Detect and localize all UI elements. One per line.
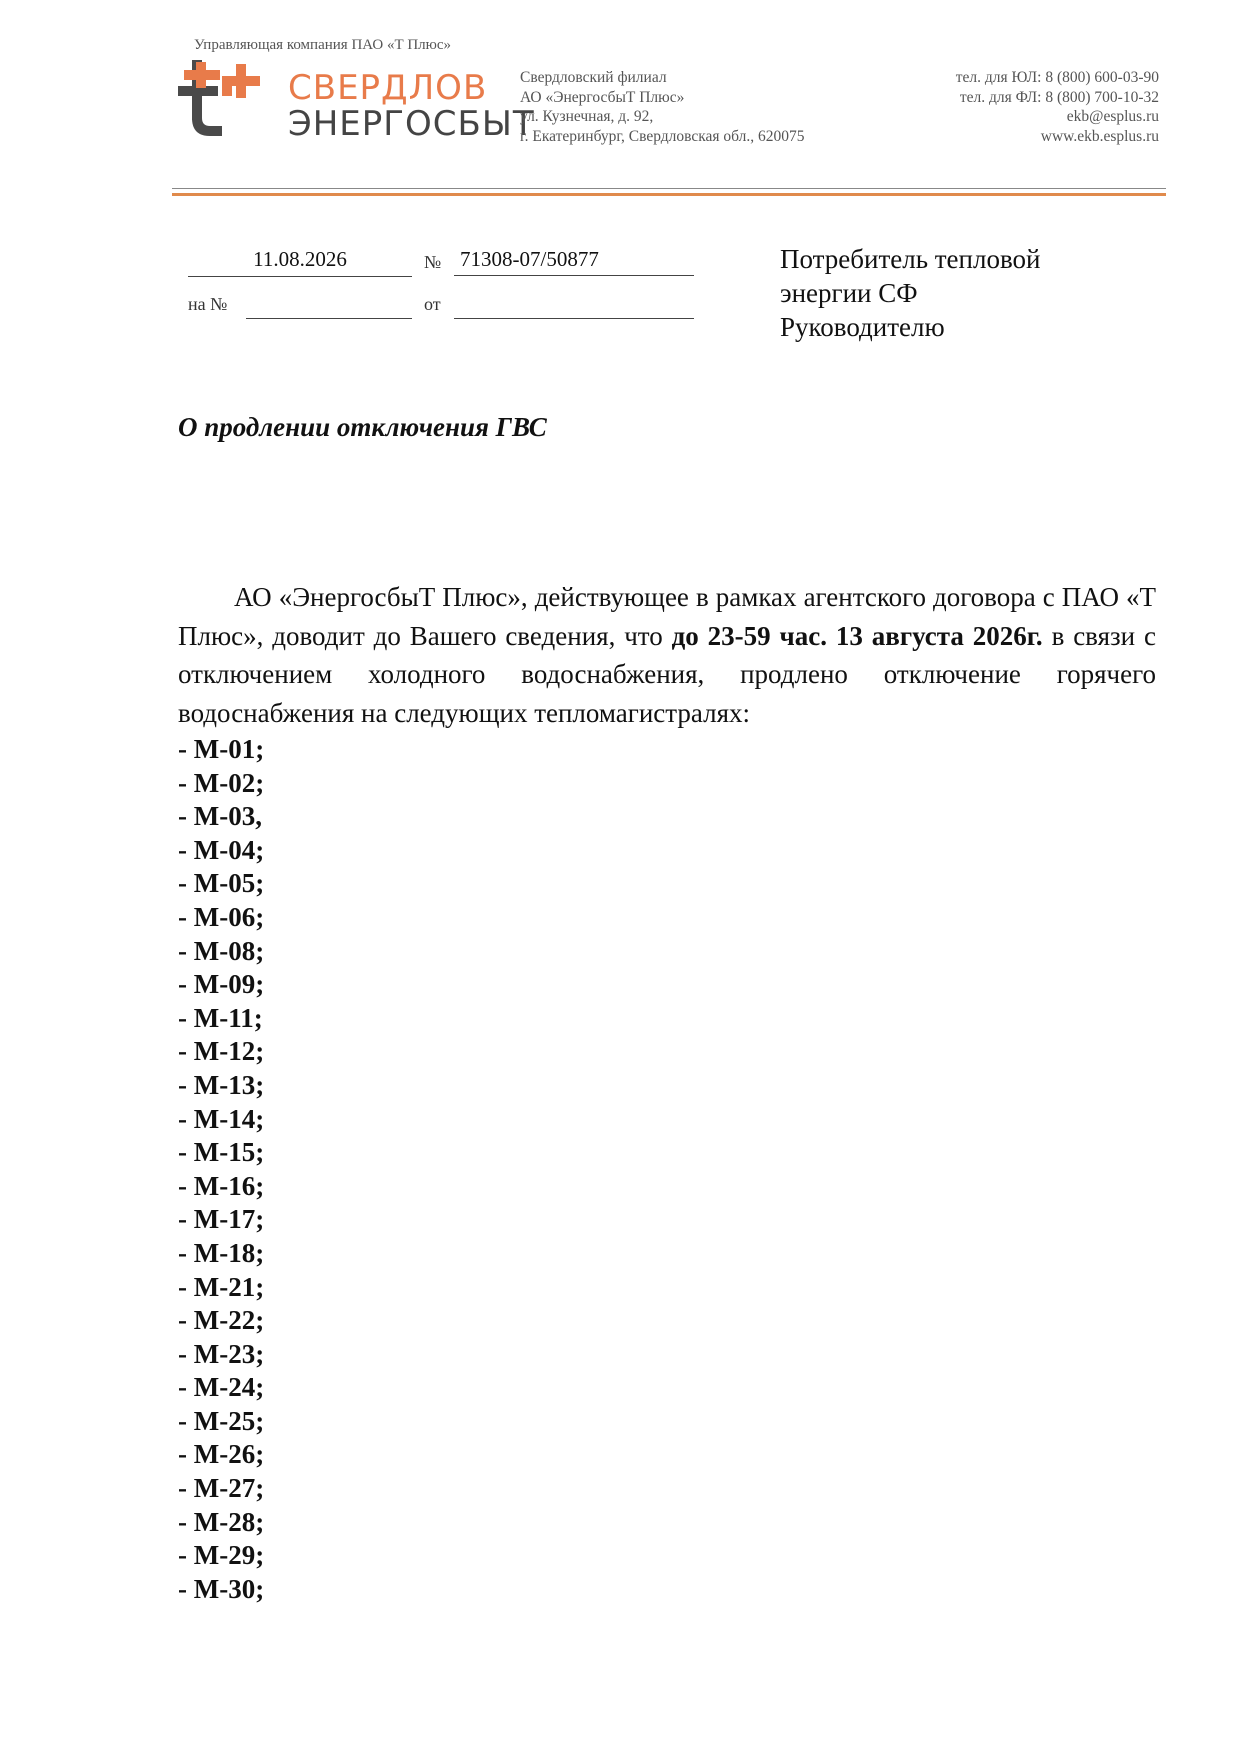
contact-line: тел. для ЮЛ: 8 (800) 600-03-90 <box>955 69 1159 86</box>
document-date: 11.08.2026 <box>188 244 412 277</box>
list-item: - М-04; <box>178 834 265 865</box>
management-company: Управляющая компания ПАО «Т Плюс» <box>194 37 452 53</box>
list-item: - М-18; <box>178 1237 265 1268</box>
contact-info <box>956 68 1159 146</box>
branch-address <box>520 68 805 146</box>
branch-line: г. Екатеринбург, Свердловская обл., 620075 <box>520 127 805 145</box>
list-item: - М-30; <box>178 1573 265 1604</box>
reply-to-date-label: от <box>424 294 441 314</box>
logo-text-line1: СВЕРДЛОВ <box>288 68 488 108</box>
contact-website: www.ekb.esplus.ru <box>1040 127 1159 145</box>
body-text-part2: в связи с отключением холодного водоснабжения, продлено отключение горячего водоснабжения на следующих тепломагистралях: <box>178 620 1156 728</box>
contact-email: ekb@esplus.ru <box>1066 108 1159 125</box>
list-item: - М-25; <box>178 1405 265 1436</box>
list-item: - М-08; <box>178 935 265 966</box>
reply-to-date-field <box>454 292 694 319</box>
list-item: - М-26; <box>178 1439 265 1470</box>
list-item: - М-06; <box>178 901 265 932</box>
list-item: - М-28; <box>178 1506 265 1537</box>
body-text-part1: АО «ЭнергосбыТ Плюс», действующее в рамках агентского договора с ПАО «Т Плюс», доводит до Вашего сведения, что <box>178 582 1156 651</box>
reply-to-number-label: на № <box>188 294 228 314</box>
company-logo <box>178 60 535 146</box>
list-item: - М-12; <box>178 1036 265 1067</box>
number-label: № <box>424 252 442 272</box>
addressee-line: Потребитель тепловой <box>780 244 1041 274</box>
contact-line: тел. для ФЛ: 8 (800) 700-10-32 <box>959 88 1159 106</box>
list-item: - М-02; <box>178 767 265 798</box>
list-item: - М-03, <box>178 801 262 832</box>
list-item: - М-27; <box>178 1473 265 1504</box>
logo-text-line2: ЭНЕРГОСБЫТ <box>288 104 535 144</box>
addressee-line: энергии СФ <box>780 278 918 308</box>
reply-to-number-field <box>246 292 412 319</box>
logo-mark-icon <box>178 60 288 146</box>
addressee <box>780 242 1040 344</box>
list-item: - М-17; <box>178 1204 265 1235</box>
branch-line: АО «ЭнергосбыТ Плюс» <box>520 88 685 106</box>
list-item: - М-14; <box>178 1103 265 1134</box>
body-text-deadline: до 23-59 час. 13 августа 2026г. <box>671 620 1043 651</box>
list-item: - М-05; <box>178 868 265 899</box>
letter-subject: О продлении отключения ГВС <box>178 412 547 442</box>
list-item: - М-13; <box>178 1069 265 1100</box>
branch-line: Свердловский филиал <box>520 69 667 86</box>
list-item: - М-21; <box>178 1271 265 1302</box>
document-number: 71308-07/50877 <box>454 244 694 276</box>
header-divider-orange <box>172 193 1166 196</box>
list-item: - М-16; <box>178 1170 265 1201</box>
list-item: - М-29; <box>178 1540 265 1571</box>
list-item: - М-23; <box>178 1338 265 1369</box>
header-divider-thin <box>172 188 1166 189</box>
list-item: - М-11; <box>178 1002 263 1033</box>
list-item: - М-24; <box>178 1372 265 1403</box>
branch-line: ул. Кузнечная, д. 92, <box>520 108 654 125</box>
list-item: - М-22; <box>178 1305 265 1336</box>
list-item: - М-15; <box>178 1137 265 1168</box>
list-item: - М-01; <box>178 734 265 764</box>
letter-body <box>178 578 1156 732</box>
list-item: - М-09; <box>178 969 265 1000</box>
addressee-line: Руководителю <box>780 312 945 342</box>
mains-list <box>178 733 264 1606</box>
